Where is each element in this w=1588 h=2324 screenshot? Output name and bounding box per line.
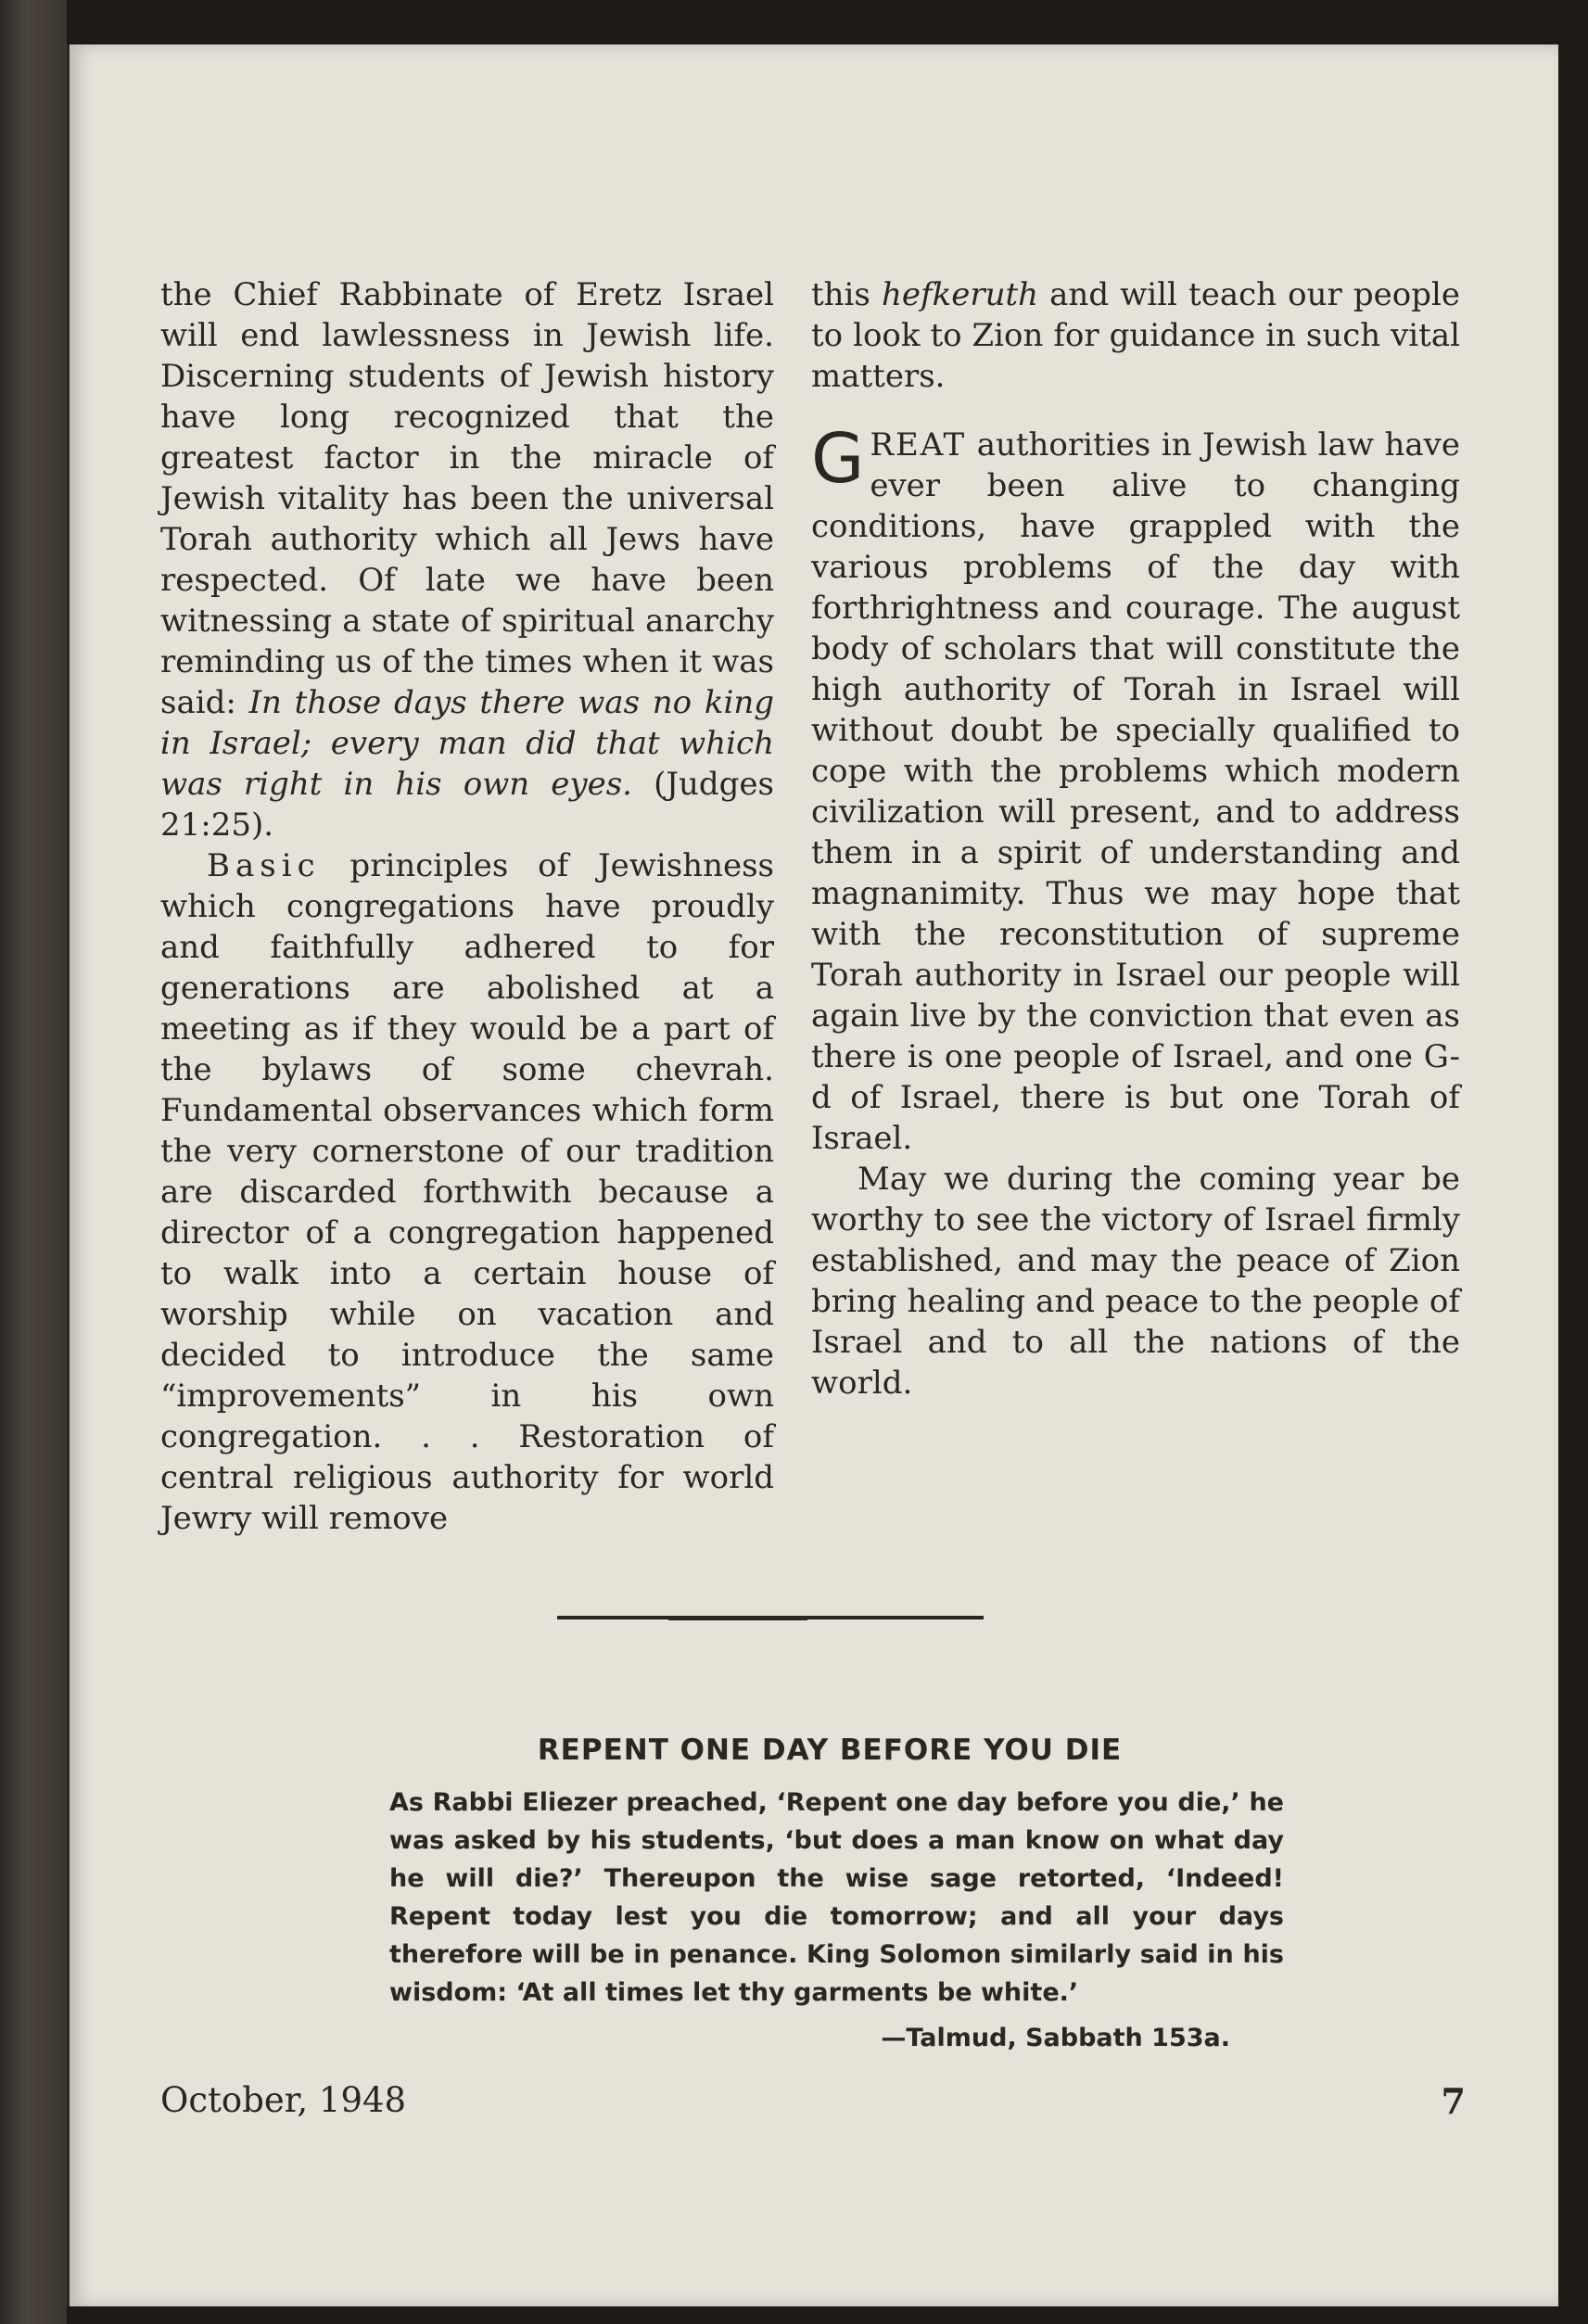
boxed-quote: [320, 1732, 1340, 2057]
right-column: [811, 274, 1460, 1403]
left-paragraph-1: the Chief Rabbinate of Eretz Israel will end lawlessness in Jewish life. Discerning students of Jewish history have long recognized that the greatest factor in the miracle of Jewish vitality has been the universal Torah authority which all Jews have respected. Of late we have been witnessing a state of spiritual anarchy reminding us of the times when it was said: In those days there was no king in Israel; every man did that which was right in his own eyes. (Judges 21:25).: [160, 276, 775, 844]
boxed-quote-title: REPENT ONE DAY BEFORE YOU DIE: [537, 1733, 1123, 1767]
drop-cap: G: [811, 419, 865, 499]
right-paragraph-2: GREAT authorities in Jewish law have ever been alive to changing conditions, have grappled with the various problems of the day with forthrightness and courage. The august body of scholars that will constitute the high authority of Torah in Israel will without doubt be specially qualified to cope with the problems which modern civilization will present, and to address them in a spirit of understanding and magnanimity. Thus we may hope that with the reconstitution of supreme Torah authority in Israel our people will again live by the conviction that even as there is one people of Israel, and one G-d of Israel, there is but one Torah of Israel.: [811, 419, 1460, 1157]
issue-date: October, 1948: [160, 2080, 407, 2120]
magazine-page: [67, 44, 1558, 2306]
boxed-quote-source: —Talmud, Sabbath 153a.: [881, 2024, 1230, 2052]
book-spine: [0, 0, 67, 2324]
left-paragraph-2: Basic principles of Jewishness which congregations have proudly and faithfully adhered to for generations are abolished at a meeting as if they would be a part of the bylaws of some chevrah. Fundamental observances which form the very cornerstone of our tradition are discarded forthwith because a director of a congregation happened to walk into a certain house of worship while on vacation and decided to introduce the same “improvements” in his own congregation. . . Restoration of central religious authority for world Jewry will remove: [160, 847, 774, 1537]
page-number: 7: [1441, 2080, 1466, 2122]
left-column: [160, 274, 774, 1539]
right-paragraph-3: May we during the coming year be worthy to see the victory of Israel firmly established, and may the peace of Zion bring healing and peace to the people of Israel and to all the nations of the world.: [811, 1161, 1460, 1402]
scripture-quote: In those days there was no king in Israel; every man did that which was right in his own eyes.: [160, 684, 774, 803]
section-divider: [557, 1616, 984, 1619]
boxed-quote-body: As Rabbi Eliezer preached, ‘Repent one day before you die,’ he was asked by his students, ‘but does a man know on what day he will die?’ Thereupon the wise sage retorted, ‘Indeed! Repent today lest you die tomorrow; and all your days therefore will be in penance. King Solomon similarly said in his wisdom: ‘At all times let thy garments be white.’: [389, 1788, 1284, 2007]
right-paragraph-1: this hefkeruth and will teach our people to look to Zion for guidance in such vital matters.: [811, 276, 1460, 395]
